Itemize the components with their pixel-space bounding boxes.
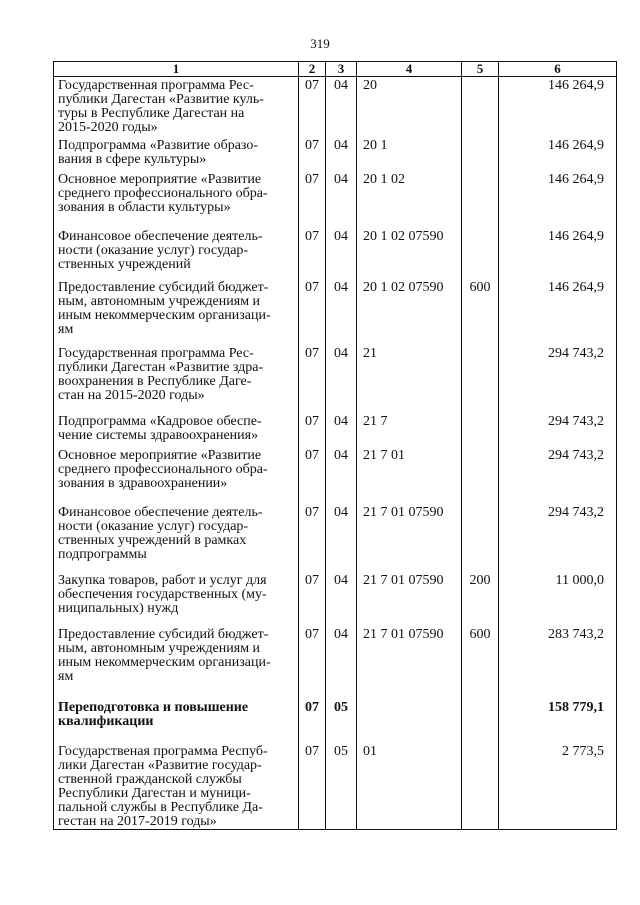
row-name-cell bbox=[54, 504, 299, 572]
amount-cell: 146 264,9 bbox=[499, 171, 617, 228]
row-name-line: квалификации bbox=[58, 713, 154, 729]
amount-cell: 146 264,9 bbox=[499, 279, 617, 345]
expense-type-cell bbox=[462, 77, 499, 137]
subsection-code-cell: 05 bbox=[326, 699, 357, 743]
row-name-line: ным, автономным учреждениям и bbox=[58, 640, 261, 656]
target-article-cell: 01 bbox=[357, 743, 462, 830]
expense-type-cell bbox=[462, 413, 499, 447]
amount-cell: 158 779,1 bbox=[499, 699, 617, 743]
table-header-row bbox=[54, 62, 617, 77]
section-code-cell: 07 bbox=[299, 743, 326, 830]
target-article-cell: 20 1 02 07590 bbox=[357, 228, 462, 279]
expense-type-cell bbox=[462, 228, 499, 279]
row-name-line: ности (оказание услуг) государ- bbox=[58, 242, 249, 258]
row-name-line: ственных учреждений bbox=[58, 256, 191, 272]
row-name-line: Переподготовка и повышение bbox=[58, 699, 249, 715]
row-name-line: пальной службы в Республике Да- bbox=[58, 799, 263, 815]
row-name-cell bbox=[54, 77, 299, 137]
column-header-2: 2 bbox=[299, 62, 326, 77]
row-name-line: Предоставление субсидий бюджет- bbox=[58, 279, 269, 295]
row-name-cell bbox=[54, 171, 299, 228]
row-name-line: среднего профессионального обра- bbox=[58, 461, 268, 477]
row-name-cell bbox=[54, 572, 299, 626]
row-name-line: Государственая программа Респуб- bbox=[58, 743, 268, 759]
row-name-line: воохранения в Республике Даге- bbox=[58, 373, 252, 389]
expense-type-cell: 200 bbox=[462, 572, 499, 626]
row-name-cell bbox=[54, 743, 299, 830]
row-name-cell bbox=[54, 279, 299, 345]
expense-type-cell bbox=[462, 137, 499, 171]
column-header-6: 6 bbox=[499, 62, 617, 77]
row-name-line: вания в сфере культуры» bbox=[58, 151, 207, 167]
budget-table bbox=[53, 61, 617, 830]
row-name-cell bbox=[54, 447, 299, 504]
target-article-cell: 21 7 01 bbox=[357, 447, 462, 504]
expense-type-cell: 600 bbox=[462, 626, 499, 699]
row-name-line: публики Дагестан «Развитие куль- bbox=[58, 92, 264, 107]
row-name-line: Финансовое обеспечение деятель- bbox=[58, 504, 263, 520]
row-name-line: ственных учреждений в рамках bbox=[58, 532, 247, 548]
expense-type-cell: 600 bbox=[462, 279, 499, 345]
table-row bbox=[54, 626, 617, 699]
row-name-line: туры в Республике Дагестан на bbox=[58, 106, 245, 121]
row-name-line: зования в области культуры» bbox=[58, 199, 231, 215]
subsection-code-cell: 04 bbox=[326, 572, 357, 626]
column-header-5: 5 bbox=[462, 62, 499, 77]
subsection-code-cell: 04 bbox=[326, 626, 357, 699]
expense-type-cell bbox=[462, 345, 499, 413]
row-name-line: обеспечения государственных (му- bbox=[58, 586, 267, 602]
row-name-line: ственной гражданской службы bbox=[58, 771, 242, 787]
target-article-cell: 21 7 01 07590 bbox=[357, 504, 462, 572]
subsection-code-cell: 04 bbox=[326, 77, 357, 137]
table-row bbox=[54, 572, 617, 626]
table-row bbox=[54, 447, 617, 504]
table-row bbox=[54, 504, 617, 572]
row-name-line: ям bbox=[58, 321, 74, 337]
subsection-code-cell: 04 bbox=[326, 228, 357, 279]
row-name-line: Финансовое обеспечение деятель- bbox=[58, 228, 263, 244]
amount-cell: 146 264,9 bbox=[499, 228, 617, 279]
table-row bbox=[54, 345, 617, 413]
subsection-code-cell: 04 bbox=[326, 504, 357, 572]
expense-type-cell bbox=[462, 504, 499, 572]
amount-cell: 11 000,0 bbox=[499, 572, 617, 626]
row-name-line: иным некоммерческим организаци- bbox=[58, 654, 271, 670]
target-article-cell: 21 7 bbox=[357, 413, 462, 447]
expense-type-cell bbox=[462, 171, 499, 228]
row-name-line: гестан на 2017-2019 годы» bbox=[58, 813, 217, 829]
table-row bbox=[54, 413, 617, 447]
section-code-cell: 07 bbox=[299, 77, 326, 137]
row-name-cell bbox=[54, 626, 299, 699]
table-row bbox=[54, 77, 617, 137]
subsection-code-cell: 04 bbox=[326, 345, 357, 413]
target-article-cell: 21 7 01 07590 bbox=[357, 572, 462, 626]
row-name-line: среднего профессионального обра- bbox=[58, 185, 268, 201]
row-name-cell bbox=[54, 228, 299, 279]
row-name-line: Основное мероприятие «Развитие bbox=[58, 447, 262, 463]
target-article-cell: 20 1 bbox=[357, 137, 462, 171]
table-row bbox=[54, 743, 617, 830]
subsection-code-cell: 05 bbox=[326, 743, 357, 830]
amount-cell: 283 743,2 bbox=[499, 626, 617, 699]
subsection-code-cell: 04 bbox=[326, 137, 357, 171]
target-article-cell: 21 7 01 07590 bbox=[357, 626, 462, 699]
subsection-code-cell: 04 bbox=[326, 279, 357, 345]
row-name-cell bbox=[54, 413, 299, 447]
row-name-line: Подпрограмма «Развитие образо- bbox=[58, 137, 259, 153]
subsection-code-cell: 04 bbox=[326, 447, 357, 504]
section-code-cell: 07 bbox=[299, 345, 326, 413]
row-name-line: Основное мероприятие «Развитие bbox=[58, 171, 262, 187]
table-row bbox=[54, 171, 617, 228]
amount-cell: 294 743,2 bbox=[499, 504, 617, 572]
expense-type-cell bbox=[462, 699, 499, 743]
row-name-line: Подпрограмма «Кадровое обеспе- bbox=[58, 413, 262, 429]
row-name-line: чение системы здравоохранения» bbox=[58, 427, 259, 443]
section-code-cell: 07 bbox=[299, 447, 326, 504]
amount-cell: 2 773,5 bbox=[499, 743, 617, 830]
page-number: 319 bbox=[310, 36, 330, 51]
amount-cell: 146 264,9 bbox=[499, 137, 617, 171]
row-name-line: иным некоммерческим организаци- bbox=[58, 307, 271, 323]
row-name-line: публики Дагестан «Развитие здра- bbox=[58, 359, 264, 375]
amount-cell: 294 743,2 bbox=[499, 345, 617, 413]
target-article-cell: 20 1 02 bbox=[357, 171, 462, 228]
section-code-cell: 07 bbox=[299, 413, 326, 447]
section-code-cell: 07 bbox=[299, 504, 326, 572]
target-article-cell: 21 bbox=[357, 345, 462, 413]
table-row bbox=[54, 279, 617, 345]
section-code-cell: 07 bbox=[299, 699, 326, 743]
row-name-line: Закупка товаров, работ и услуг для bbox=[58, 572, 267, 588]
table-row bbox=[54, 137, 617, 171]
row-name-line: Предоставление субсидий бюджет- bbox=[58, 626, 269, 642]
section-code-cell: 07 bbox=[299, 228, 326, 279]
row-name-line: лики Дагестан «Развитие государ- bbox=[58, 757, 262, 773]
row-name-cell bbox=[54, 699, 299, 743]
section-code-cell: 07 bbox=[299, 626, 326, 699]
expense-type-cell bbox=[462, 743, 499, 830]
table-row bbox=[54, 699, 617, 743]
row-name-line: стан на 2015-2020 годы» bbox=[58, 387, 205, 403]
row-name-line: подпрограммы bbox=[58, 546, 147, 562]
amount-cell: 294 743,2 bbox=[499, 447, 617, 504]
column-header-1: 1 bbox=[54, 62, 299, 77]
amount-cell: 146 264,9 bbox=[499, 77, 617, 137]
subsection-code-cell: 04 bbox=[326, 413, 357, 447]
column-header-4: 4 bbox=[357, 62, 462, 77]
column-header-3: 3 bbox=[326, 62, 357, 77]
row-name-line: Государственная программа Рес- bbox=[58, 345, 254, 361]
amount-cell: 294 743,2 bbox=[499, 413, 617, 447]
target-article-cell: 20 bbox=[357, 77, 462, 137]
table-row bbox=[54, 228, 617, 279]
row-name-line: ным, автономным учреждениям и bbox=[58, 293, 261, 309]
row-name-cell bbox=[54, 345, 299, 413]
target-article-cell bbox=[357, 699, 462, 743]
row-name-line: ниципальных) нужд bbox=[58, 600, 179, 616]
target-article-cell: 20 1 02 07590 bbox=[357, 279, 462, 345]
row-name-line: Республики Дагестан и муници- bbox=[58, 785, 251, 801]
section-code-cell: 07 bbox=[299, 572, 326, 626]
section-code-cell: 07 bbox=[299, 279, 326, 345]
expense-type-cell bbox=[462, 447, 499, 504]
subsection-code-cell: 04 bbox=[326, 171, 357, 228]
row-name-line: зования в здравоохранении» bbox=[58, 475, 228, 491]
row-name-line: ям bbox=[58, 668, 74, 684]
row-name-line: ности (оказание услуг) государ- bbox=[58, 518, 249, 534]
section-code-cell: 07 bbox=[299, 137, 326, 171]
row-name-cell bbox=[54, 137, 299, 171]
row-name-line: 2015-2020 годы» bbox=[58, 120, 158, 135]
row-name-line: Государственная программа Рес- bbox=[58, 78, 254, 93]
section-code-cell: 07 bbox=[299, 171, 326, 228]
